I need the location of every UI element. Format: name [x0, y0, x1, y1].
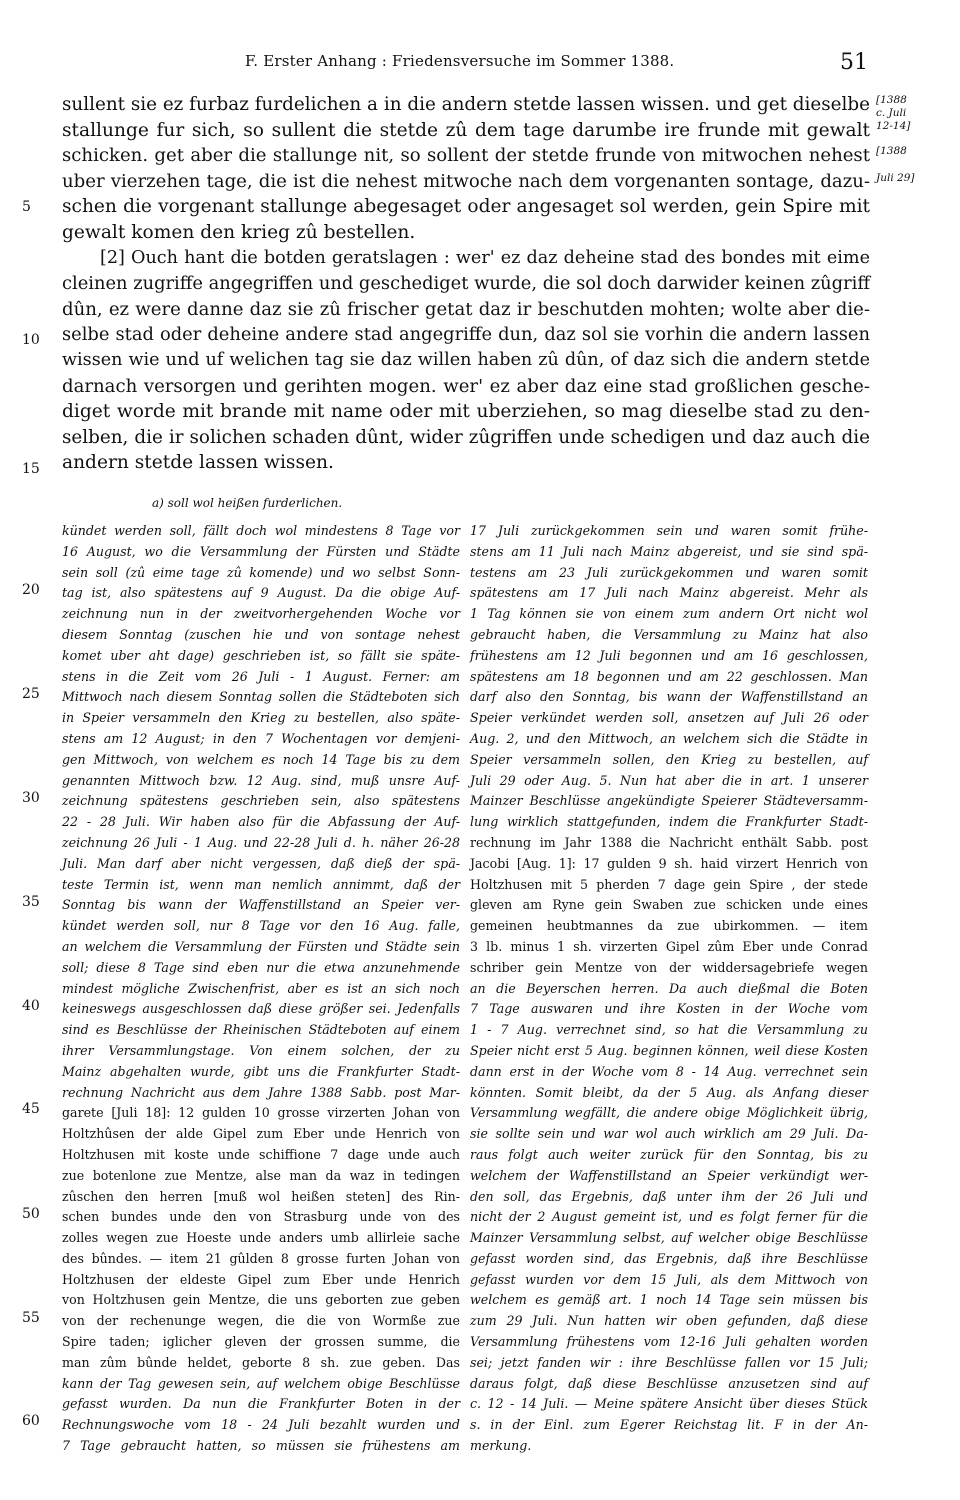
commentary-line: teste Termin ist, wenn man nemlich annimmt, daß der	[62, 876, 460, 892]
commentary-line: stens am 11 Juli nach Mainz abgereist, und sie sind spä-	[470, 543, 868, 559]
main-text-line: stallunge fur sich, so sullent die stetde zû dem tage darumbe ire frunde mit gewalt	[62, 119, 870, 141]
commentary-line: gemeinen heubtmannes da zue ubirkommen. — item	[470, 918, 868, 934]
commentary-line: zum 29 Juli. Nun hatten wir oben gefunden, daß diese	[470, 1313, 868, 1329]
commentary-line: Spire taden; iglicher gleven der grossen summe, die	[62, 1334, 460, 1350]
commentary-left-column	[62, 521, 460, 1457]
commentary-line: kann der Tag gewesen sein, auf welchem obige Beschlüsse	[62, 1375, 460, 1391]
commentary-line: Sonntag bis wann der Waffenstillstand an Speier ver-	[62, 897, 460, 913]
page-number: 51	[840, 50, 868, 75]
commentary-line: gefasst worden sind, das Ergebnis, daß ihre Beschlüsse	[470, 1250, 868, 1266]
commentary-line: testens am 23 Juli zurückgekommen und waren somit	[470, 564, 868, 580]
commentary-line: kündet werden soll, fällt doch wol mindestens 8 Tage vor	[62, 523, 460, 538]
commentary-line: spätestens am 17 Juli nach Mainz abgereist. Mehr als	[470, 585, 868, 601]
commentary-line: Juli. Man darf aber nicht vergessen, daß dieß der spä-	[62, 855, 460, 871]
commentary-line: gebraucht haben, die Versammlung zu Mainz hat also	[470, 626, 868, 642]
commentary-line: rechnung Nachricht aus dem Jahre 1388 Sabb. post Mar-	[62, 1084, 460, 1100]
commentary-line: mindest mögliche Zwischenfrist, aber es ist an sich noch	[62, 980, 460, 996]
footnote-a: a) soll wol heißen furderlichen.	[152, 496, 343, 510]
commentary-line: Mainzer Beschlüsse angekündigte Speierer Städteversamm-	[470, 793, 868, 809]
commentary-line: 3 lb. minus 1 sh. virzerten Gipel zûm Eber unde Conrad	[470, 938, 868, 954]
commentary-line: Versammlung frühestens vom 12-16 Juli gehalten worden	[470, 1334, 868, 1350]
commentary-line: zolles wegen zue Hoeste unde anders umb allirleie sache	[62, 1230, 460, 1246]
commentary-line: raus folgt auch weiter zurück für den Sonntag, bis zu	[470, 1146, 868, 1162]
commentary-line: von Holtzhusen gein Mentze, die uns geborten zue geben	[62, 1292, 460, 1308]
main-text-line: darnach versorgen und gerihten mogen. wer' ez aber daz eine stad großlichen gesche-	[62, 375, 870, 397]
commentary-line: Versammlung wegfällt, die andere obige Möglichkeit übrig,	[470, 1105, 868, 1121]
main-text-line: selben, die ir solichen schaden dûnt, wider zûgriffen unde schedigen und daz auch die	[62, 426, 870, 448]
line-number: 10	[22, 332, 40, 348]
commentary-line: man zûm bûnde heldet, geborte 8 sh. zue geben. Das	[62, 1354, 460, 1370]
line-number: 35	[22, 894, 40, 910]
commentary-line: Mittwoch nach diesem Sonntag sollen die Städteboten sich	[62, 689, 460, 705]
commentary-line: schen bundes unde den von Strasburg unde von des	[62, 1209, 460, 1225]
commentary-line: an die Beyerschen herren. Da auch dießmal die Boten	[470, 980, 868, 996]
commentary-line: welchem es gemäß art. 1 noch 14 Tage sein müssen bis	[470, 1292, 868, 1308]
commentary-line: spätestens am 18 begonnen und am 22 geschlossen. Man	[470, 668, 868, 684]
commentary-line: Aug. 2, und den Mittwoch, an welchem sich die Städte in	[470, 730, 868, 746]
commentary-line: gen Mittwoch, von welchem es noch 14 Tage bis zu dem	[62, 751, 460, 767]
line-number: 5	[22, 199, 31, 215]
commentary-line: 7 Tage gebraucht hatten, so müssen sie frühestens am	[62, 1438, 460, 1454]
main-text-line: cleinen zugriffe angegriffen und geschediget wurde, die sol doch darwider keinen zûgriff	[62, 273, 870, 295]
commentary-line: zeichnung spätestens geschrieben sein, also spätestens	[62, 793, 460, 809]
commentary-line: gleven am Ryne gein Swaben zue schicken unde eines	[470, 897, 868, 913]
commentary-line: Mainz abgehalten wurde, gibt uns die Frankfurter Stadt-	[62, 1063, 460, 1079]
line-number: 40	[22, 998, 40, 1014]
line-number: 60	[22, 1413, 40, 1429]
commentary-line: c. 12 - 14 Juli. — Meine spätere Ansicht über dieses Stück	[470, 1396, 868, 1412]
main-text-line: wissen wie und uf welichen tag sie daz willen haben zû dûn, of daz sich die andern stetde	[62, 349, 870, 370]
commentary-line: stens in die Zeit vom 26 Juli - 1 August. Ferner: am	[62, 668, 460, 684]
commentary-line: Speier nicht erst 5 Aug. beginnen können, weil diese Kosten	[470, 1042, 868, 1058]
line-number: 50	[22, 1206, 40, 1222]
commentary-line: darf also den Sonntag, bis wann der Waffenstillstand an	[470, 689, 868, 705]
commentary-line: rechnung im Jahr 1388 die Nachricht enthält Sabb. post	[470, 834, 868, 850]
commentary-line: tag ist, also spätestens auf 9 August. Da die obige Auf-	[62, 585, 460, 601]
commentary-line: s. in der Einl. zum Egerer Reichstag lit. F in der An-	[470, 1417, 868, 1433]
margin-note-line: c. Juli	[876, 107, 907, 119]
main-text-line: diget worde mit brande mit name oder mit uberziehen, so mag dieselbe stad zu den-	[62, 401, 870, 423]
commentary-line: frühestens am 12 Juli begonnen und am 16 geschlossen,	[470, 647, 868, 663]
commentary-line: daraus folgt, daß diese Beschlüsse anzusetzen sind auf	[470, 1375, 868, 1391]
commentary-line: des bûndes. — item 21 gûlden 8 grosse furten Johan von	[62, 1250, 460, 1266]
commentary-line: sie sollte sein und war wol auch wirklich am 29 Juli. Da-	[470, 1126, 868, 1142]
commentary-line: Juli 29 oder Aug. 5. Nun hat aber die in art. 1 unserer	[470, 772, 868, 788]
main-text-line: uber vierzehen tage, die ist die nehest mitwoche nach dem vorgenanten sontage, dazu-	[62, 170, 870, 192]
commentary-line: Holtzhusen der eldeste Gipel zum Eber unde Henrich	[62, 1271, 460, 1287]
commentary-line: Mainzer Versammlung selbst, auf welcher obige Beschlüsse	[470, 1230, 868, 1246]
commentary-line: zue botenlone zue Mentze, alse man da waz in tedingen	[62, 1167, 460, 1183]
commentary-line: 17 Juli zurückgekommen sein und waren somit frühe-	[470, 523, 868, 538]
commentary-line: nicht der 2 August gemeint ist, und es folgt ferner für die	[470, 1209, 868, 1225]
commentary-line: zeichnung nun in der zweitvorhergehenden Woche vor	[62, 606, 460, 622]
commentary-line: genannten Mittwoch bzw. 12 Aug. sind, muß unsre Auf-	[62, 772, 460, 788]
commentary-line: Speier verkündet werden soll, ansetzen auf Juli 26 oder	[470, 710, 868, 726]
commentary-line: 16 August, wo die Versammlung der Fürsten und Städte	[62, 543, 460, 559]
commentary-line: gefasst wurden. Da nun die Frankfurter Boten in der	[62, 1396, 460, 1412]
commentary-line: Holtzhusen mit koste unde schiffione 7 dage unde auch	[62, 1146, 460, 1162]
running-head: F. Erster Anhang : Friedensversuche im Sommer 1388.	[245, 52, 675, 70]
commentary-line: diesem Sonntag (zuschen hie und von sontage nehest	[62, 626, 460, 642]
commentary-line: 1 - 7 Aug. verrechnet sind, so hat die Versammlung zu	[470, 1022, 868, 1038]
commentary-line: dann erst in der Woche vom 8 - 14 Aug. verrechnet sein	[470, 1063, 868, 1079]
commentary-line: den soll, das Ergebnis, daß unter ihm der 26 Juli und	[470, 1188, 868, 1204]
commentary-line: Speier versammeln sollen, den Krieg zu bestellen, auf	[470, 751, 868, 767]
margin-note-line: [1388	[876, 145, 907, 157]
commentary-line: welchem der Waffenstillstand an Speier verkündigt wer-	[470, 1167, 868, 1183]
commentary-line: keineswegs ausgeschlossen daß diese größer sei. Jedenfalls	[62, 1001, 460, 1017]
margin-note-line: [1388	[876, 94, 907, 106]
main-text-line: sullent sie ez furbaz furdelichen a in die andern stetde lassen wissen. und get dieselbe	[62, 94, 870, 115]
commentary-line: kündet werden soll, nur 8 Tage vor den 16 Aug. falle,	[62, 918, 460, 934]
main-text-line: dûn, ez were danne daz sie zû frischer getat daz ir beschutden mohten; wolte aber die-	[62, 298, 870, 320]
line-number: 25	[22, 686, 40, 702]
main-text	[62, 92, 870, 476]
commentary-line: Holtzhûsen der alde Gipel zum Eber unde Henrich von	[62, 1126, 460, 1142]
commentary-line: Holtzhusen mit 5 pherden 7 dage gein Spire , der stede	[470, 876, 868, 892]
main-text-line: schicken. get aber die stallunge nit, so sollent der stetde frunde von mitwochen nehest	[62, 145, 870, 167]
main-text-line: andern stetde lassen wissen.	[62, 452, 334, 474]
line-number: 20	[22, 582, 40, 598]
commentary-line: 7 Tage auswaren und ihre Kosten in der Woche vom	[470, 1001, 868, 1017]
commentary-line: in Speier versammeln den Krieg zu bestellen, also späte-	[62, 710, 460, 726]
commentary-line: komet uber aht dage) geschrieben ist, so fällt sie späte-	[62, 647, 460, 663]
commentary-line: sein soll (zû eime tage zû komende) und wo selbst Sonn-	[62, 564, 460, 580]
commentary-line: sei; jetzt fanden wir : ihre Beschlüsse fallen vor 15 Juli;	[470, 1354, 868, 1370]
margin-note-line: Juli 29]	[876, 172, 915, 184]
line-number: 45	[22, 1101, 40, 1117]
line-number: 15	[22, 461, 40, 477]
commentary-line: sind es Beschlüsse der Rheinischen Städteboten auf einem	[62, 1022, 460, 1038]
main-text-line: schen die vorgenant stallunge abegesaget oder angesaget sol werden, gein Spire mit	[62, 196, 870, 218]
commentary-line: lung wirklich stattgefunden, indem die Frankfurter Stadt-	[470, 814, 868, 830]
commentary-line: schriber gein Mentze von der widdersagebriefe wegen	[470, 959, 868, 975]
margin-note-line: 12-14]	[876, 120, 911, 132]
line-number: 30	[22, 790, 40, 806]
main-text-line: [2] Ouch hant die botden geratslagen : wer' ez daz deheine stad des bondes mit eime	[100, 247, 870, 268]
commentary-line: Jacobi [Aug. 1]: 17 gulden 9 sh. haid virzert Henrich von	[470, 855, 868, 871]
commentary-line: gefasst wurden vor dem 15 Juli, als dem Mittwoch von	[470, 1271, 868, 1287]
line-number: 55	[22, 1310, 40, 1326]
commentary-line: stens am 12 August; in den 7 Wochentagen vor demjeni-	[62, 730, 460, 746]
commentary-line: zûschen den herren [muß wol heißen steten] des Rin-	[62, 1188, 460, 1204]
commentary-line: könnten. Somit bleibt, da der 5 Aug. als Anfang dieser	[470, 1084, 868, 1100]
commentary-line: zeichnung 26 Juli - 1 Aug. und 22-28 Juli d. h. näher 26-28	[62, 834, 460, 850]
commentary-line: soll; diese 8 Tage sind eben nur die etwa anzunehmende	[62, 959, 460, 975]
commentary-line: von der rechenunge wegen, die die von Wormße zue	[62, 1313, 460, 1329]
commentary-line: merkung.	[470, 1438, 532, 1454]
main-text-line: gewalt komen den krieg zû bestellen.	[62, 221, 416, 243]
main-text-line: selbe stad oder deheine andere stad angegriffe dun, daz sol sie vorhin die andern lassen	[62, 324, 870, 346]
commentary-line: ihrer Versammlungstage. Von einem solchen, der zu	[62, 1042, 460, 1058]
commentary-line: 1 Tag können sie von einem zum andern Ort nicht wol	[470, 606, 868, 622]
commentary-line: 22 - 28 Juli. Wir haben also für die Abfassung der Auf-	[62, 814, 460, 830]
commentary-line: Rechnungswoche vom 18 - 24 Juli bezahlt wurden und	[62, 1417, 460, 1433]
commentary-line: garete [Juli 18]: 12 gulden 10 grosse virzerten Johan von	[62, 1105, 460, 1121]
commentary-right-column	[470, 521, 868, 1457]
commentary-line: an welchem die Versammlung der Fürsten und Städte sein	[62, 938, 460, 954]
